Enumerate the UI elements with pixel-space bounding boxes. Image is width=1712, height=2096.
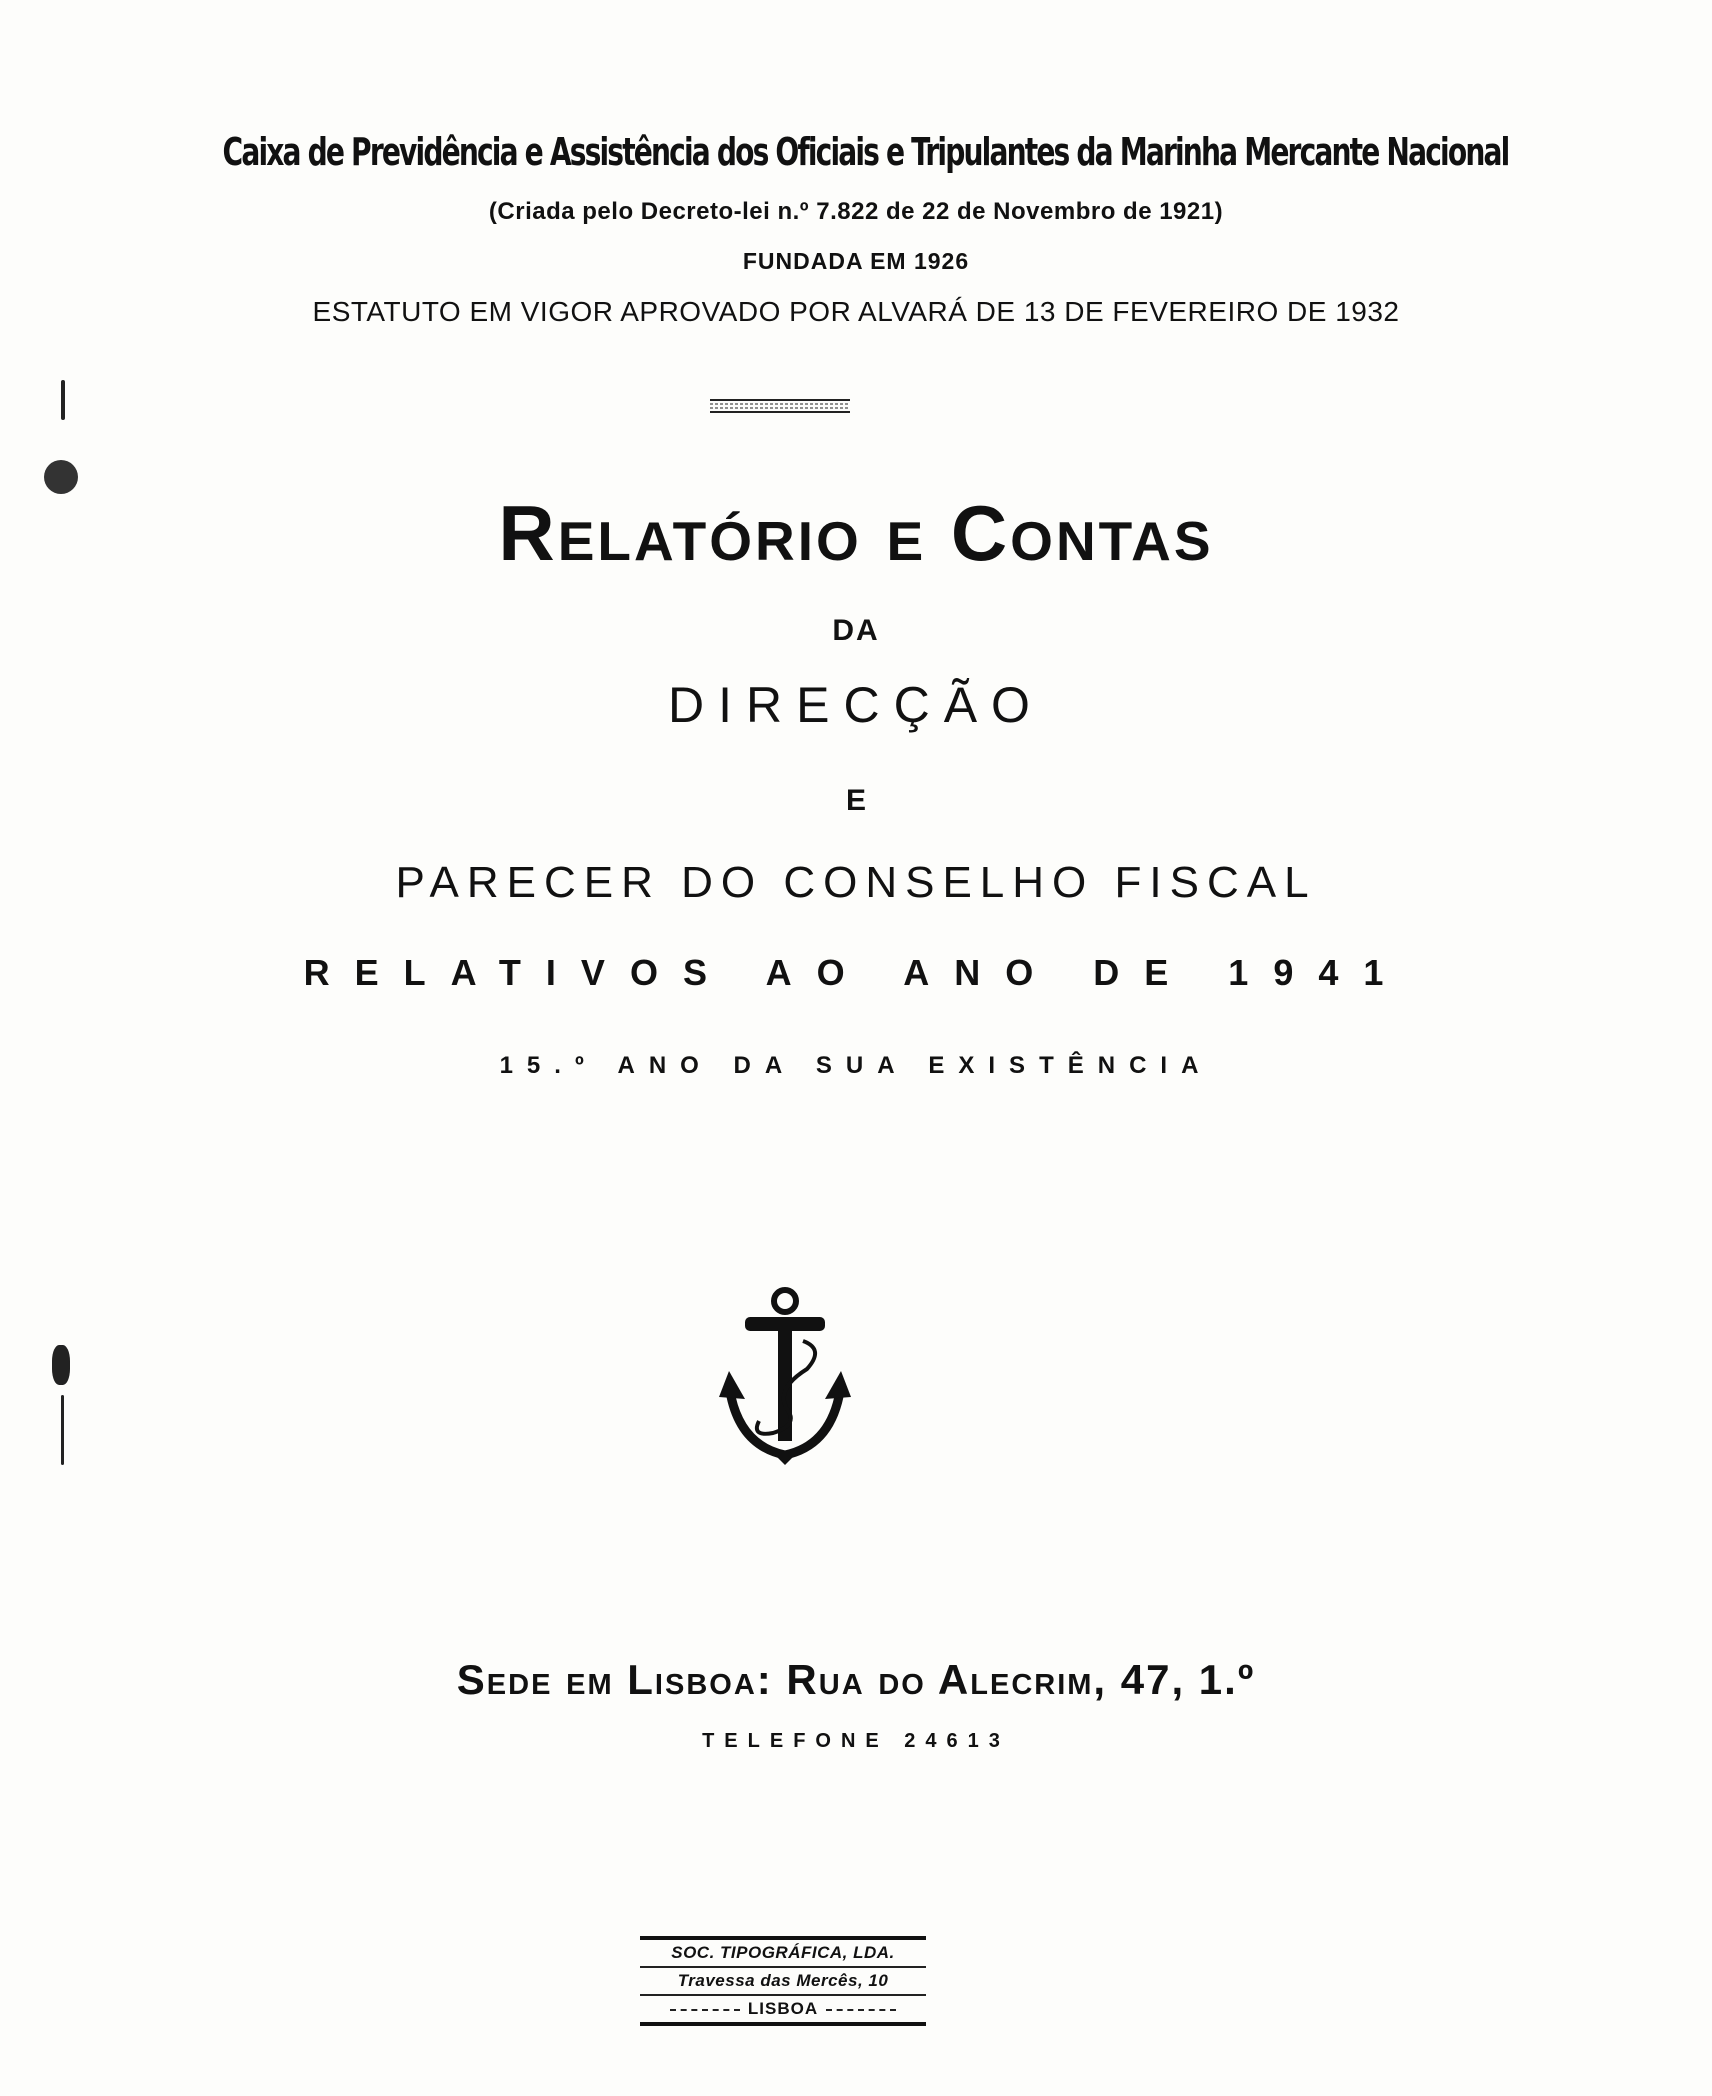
decree-note: (Criada pelo Decreto-lei n.º 7.822 de 22 de Novembro de 1921) [488, 198, 1224, 225]
title-existencia: 15.º ANO DA SUA EXISTÊNCIA [499, 1052, 1213, 1079]
title-da: DA [832, 614, 880, 647]
dash-right [826, 2009, 896, 2011]
printer-imprint [640, 1936, 926, 2026]
ornamental-divider [710, 397, 850, 415]
telephone-line: TELEFONE 24613 [702, 1730, 1010, 1752]
scan-speck [52, 1345, 70, 1385]
address-line: Sede em Lisboa: Rua do Alecrim, 47, 1.º [456, 1656, 1256, 1703]
scan-speck [61, 1395, 64, 1465]
imprint-rule-bottom [640, 2022, 926, 2026]
founded-line: FUNDADA EM 1926 [742, 248, 970, 274]
printer-city-row [640, 1996, 926, 2022]
statute-line: ESTATUTO EM VIGOR APROVADO POR ALVARÁ DE 13 DE FEVEREIRO DE 1932 [312, 296, 1400, 327]
title-direccao: DIRECÇÃO [668, 677, 1044, 733]
dash-left [670, 2009, 740, 2011]
title-relativos: RELATIVOS AO ANO DE 1941 [303, 952, 1409, 993]
title-parecer: PARECER DO CONSELHO FISCAL [395, 858, 1317, 907]
title-e: E [845, 784, 866, 817]
printer-city: LISBOA [747, 1999, 819, 2018]
institution-name: Caixa de Previdência e Assistência dos Oficiais e Tripulantes da Marinha Mercante Nacional [222, 130, 1509, 174]
scan-speck [44, 460, 78, 494]
anchor-icon [715, 1285, 855, 1465]
printer-street: Travessa das Mercês, 10 [640, 1968, 926, 1996]
printer-name: SOC. TIPOGRÁFICA, LDA. [640, 1940, 926, 1968]
scan-speck [61, 380, 65, 420]
report-title: Relatório e Contas [498, 489, 1214, 577]
